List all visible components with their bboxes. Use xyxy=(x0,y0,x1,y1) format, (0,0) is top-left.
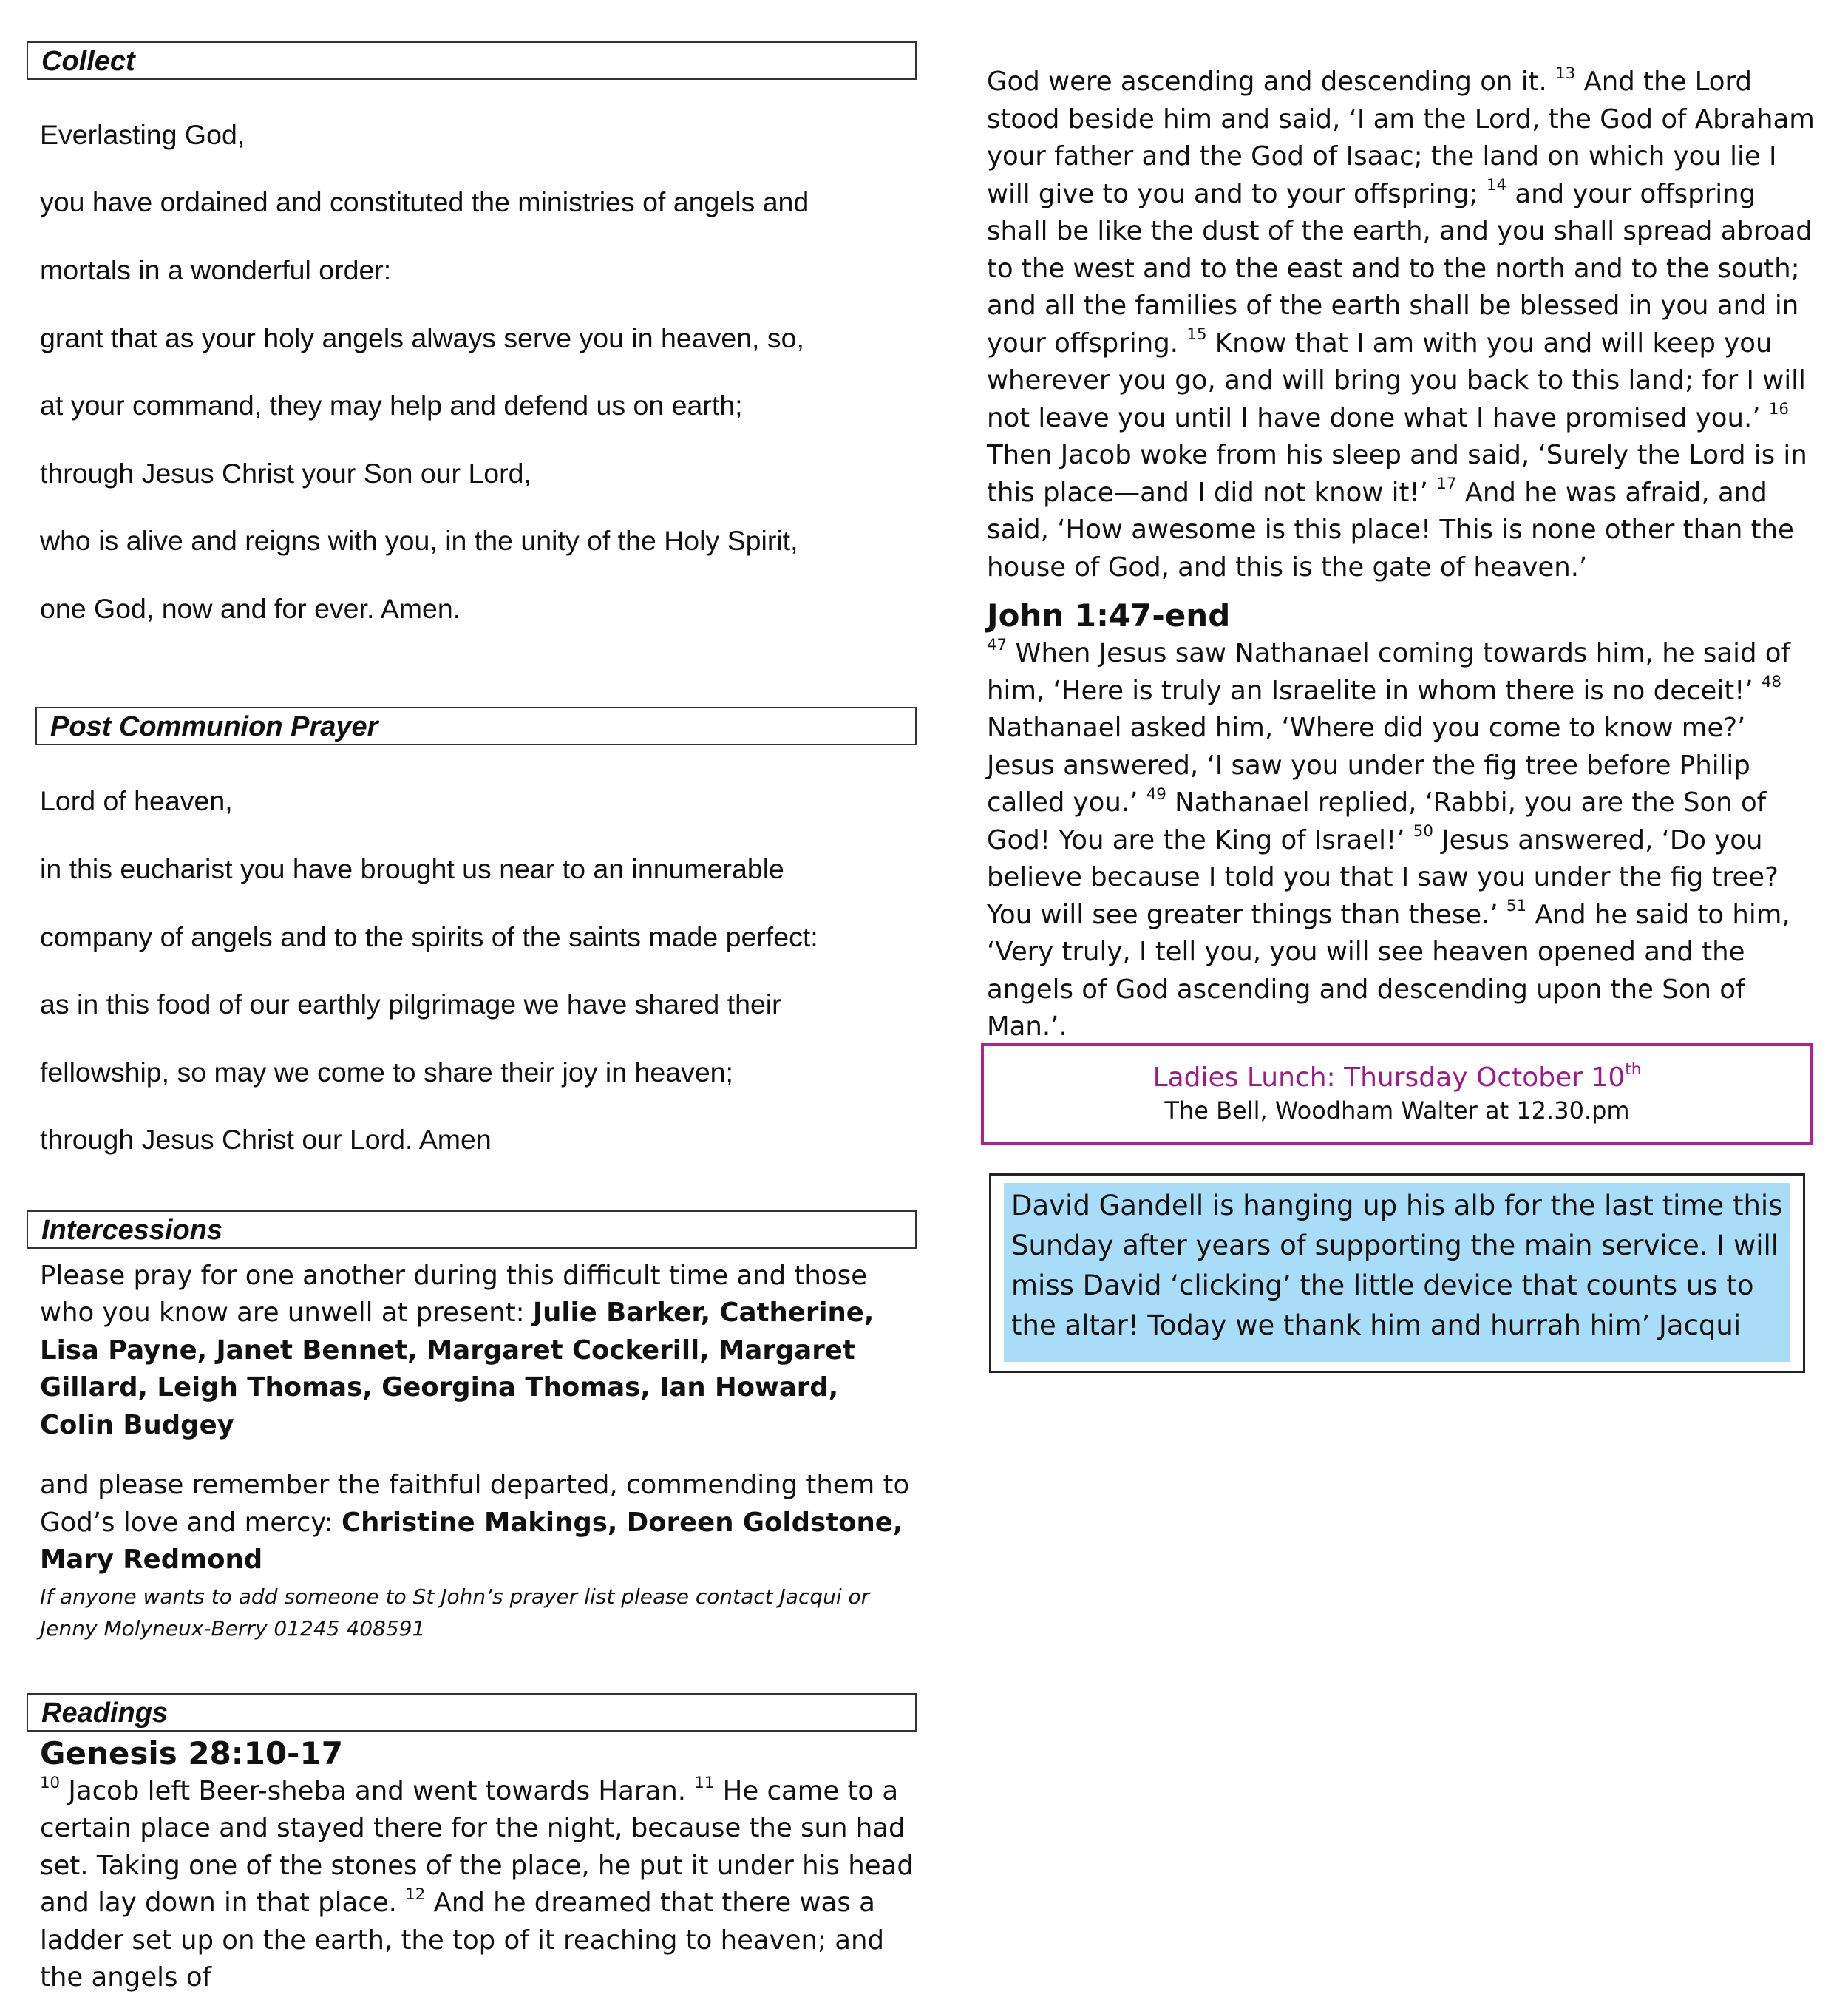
verse-text: Nathanael replied, ‘Rabbi, you are the Son of God! You are the King of Israel!’ xyxy=(987,787,1767,855)
verse-text: And the Lord stood beside him and said, ‘I am the Lord, the God of Abraham your father and the God of Isaac; the land on which you lie I will give to you and to your offspring; xyxy=(987,67,1815,209)
intercessions-intro: Please pray for one another during this difficult time and those who you know are unwell at present: xyxy=(40,1260,867,1329)
verse-number: 49 xyxy=(1146,784,1166,804)
verse-text: He came to a certain place and stayed there for the night, because the sun had set. Taking one of the stones of the place, he put it under his head and lay down in that place. xyxy=(40,1775,914,1919)
collect-heading: Collect xyxy=(27,41,917,80)
ladies-lunch-notice xyxy=(981,1043,1813,1145)
john-text xyxy=(987,635,1818,1046)
verse-number: 12 xyxy=(405,1885,426,1905)
prayer-list-note: If anyone wants to add someone to St John’s prayer list please contact Jacqui or Jenny Molyneux-Berry 01245 408591 xyxy=(40,1584,870,1641)
verse-number: 10 xyxy=(40,1773,61,1792)
verse-text: When Jesus saw Nathanael coming towards him, he said of him, ‘Here is truly an Israelite in whom there is no deceit!’ xyxy=(987,638,1790,706)
collect-prayer xyxy=(27,84,917,660)
departed-names: Christine Makings, Doreen Goldstone, Mary Redmond xyxy=(40,1507,903,1576)
readings-heading: Readings xyxy=(27,1693,917,1732)
david-notice: David Gandell is hanging up his alb for the last time this Sunday after years of supporting the main service. I will miss David ‘clicking’ the little device that counts us to the altar! Today we thank him and hurrah him’ Jacqui xyxy=(1004,1183,1790,1362)
verse-number: 16 xyxy=(1768,400,1789,419)
departed-intro: and please remember the faithful departed, commending them to God’s love and mercy: xyxy=(40,1470,910,1538)
post-communion-line: Lord of heaven, xyxy=(40,785,233,817)
post-communion-line: in this eucharist you have brought us near to an innumerable xyxy=(40,852,784,884)
collect-line: grant that as your holy angels always serve you in heaven, so, xyxy=(40,322,804,353)
verse-text: Then Jacob woke from his sleep and said, ‘Surely the Lord is in this place—and I did not know it!’ xyxy=(987,440,1807,508)
collect-line: one God, now and for ever. Amen. xyxy=(40,592,461,624)
post-communion-line: as in this food of our earthly pilgrimage we have shared their xyxy=(40,989,781,1020)
post-communion-line: fellowship, so may we come to share their joy in heaven; xyxy=(40,1056,733,1088)
collect-line: who is alive and reigns with you, in the unity of the Holy Spirit, xyxy=(40,525,798,557)
verse-number: 47 xyxy=(987,635,1008,654)
verse-number: 17 xyxy=(1436,475,1457,494)
post-communion-line: company of angels and to the spirits of the saints made perfect: xyxy=(40,920,818,952)
verse-number: 15 xyxy=(1186,325,1207,345)
collect-line: mortals in a wonderful order: xyxy=(40,254,392,285)
intercessions-departed xyxy=(27,1467,917,1579)
right-column xyxy=(987,64,1818,1046)
collect-line: through Jesus Christ your Son our Lord, xyxy=(40,457,531,489)
ladies-lunch-title xyxy=(984,1061,1810,1095)
verse-number: 14 xyxy=(1486,176,1507,195)
john-title: John 1:47-end xyxy=(987,597,1231,634)
verse-text: and your offspring shall be like the dust of the earth, and you shall spread abroad to the west and to the east and to the north and to the south; and all the families of the earth shall be blessed in you and in your offspring. xyxy=(987,178,1813,359)
collect-line: you have ordained and constituted the ministries of angels and xyxy=(40,186,809,218)
genesis-text-part1 xyxy=(27,1773,917,1997)
verse-text: Jesus answered, ‘Do you believe because I told you that I saw you under the fig tree? You will see greater things than these.’ xyxy=(987,824,1779,930)
verse-text: And he dreamed that there was a ladder set up on the earth, the top of it reaching to heaven; and the angels of xyxy=(40,1888,885,1993)
collect-line: Everlasting God, xyxy=(40,118,245,150)
verse-number: 13 xyxy=(1555,64,1576,83)
verse-text: Nathanael asked him, ‘Where did you come to know me?’ Jesus answered, ‘I saw you under the fig tree before Philip called you.’ xyxy=(987,713,1750,818)
intercessions-heading: Intercessions xyxy=(27,1210,917,1249)
ladies-lunch-venue: The Bell, Woodham Walter at 12.30.pm xyxy=(1164,1096,1630,1125)
verse-number: 50 xyxy=(1413,822,1433,841)
verse-text: And he was afraid, and said, ‘How awesome is this place! This is none other than the house of God, and this is the gate of heaven.’ xyxy=(987,477,1794,583)
ladies-lunch-title-text: Ladies Lunch: Thursday October 10 xyxy=(1152,1062,1626,1093)
verse-text: Jacob left Beer-sheba and went towards Haran. xyxy=(60,1775,695,1806)
ladies-lunch-title-suffix: th xyxy=(1625,1059,1642,1079)
collect-line: at your command, they may help and defend us on earth; xyxy=(40,390,743,421)
intercessions-unwell xyxy=(27,1258,917,1445)
genesis-text-part2 xyxy=(987,64,1818,586)
unwell-names: Julie Barker, Catherine, Lisa Payne, Janet Bennet, Margaret Cockerill, Margaret Gillard, Leigh Thomas, Georgina Thomas, Ian Howard, Colin Budgey xyxy=(40,1298,874,1440)
left-column xyxy=(27,41,917,1997)
verse-number: 48 xyxy=(1761,673,1782,692)
verse-number: 51 xyxy=(1506,897,1527,916)
david-notice-frame xyxy=(989,1173,1805,1373)
post-communion-line: through Jesus Christ our Lord. Amen xyxy=(40,1124,492,1156)
verse-text: And he said to him, ‘Very truly, I tell you, you will see heaven opened and the angels of God ascending and descending upon the Son of Man.’. xyxy=(987,899,1790,1042)
post-communion-heading: Post Communion Prayer xyxy=(35,707,917,745)
verse-text: God were ascending and descending on it. xyxy=(987,67,1556,97)
post-communion-prayer xyxy=(27,751,917,1191)
verse-text: Know that I am with you and will keep you wherever you go, and will bring you back to this land; for I will not leave you until I have done what I have promised you.’ xyxy=(987,328,1806,433)
genesis-title: Genesis 28:10-17 xyxy=(40,1735,343,1771)
verse-number: 11 xyxy=(694,1773,715,1792)
